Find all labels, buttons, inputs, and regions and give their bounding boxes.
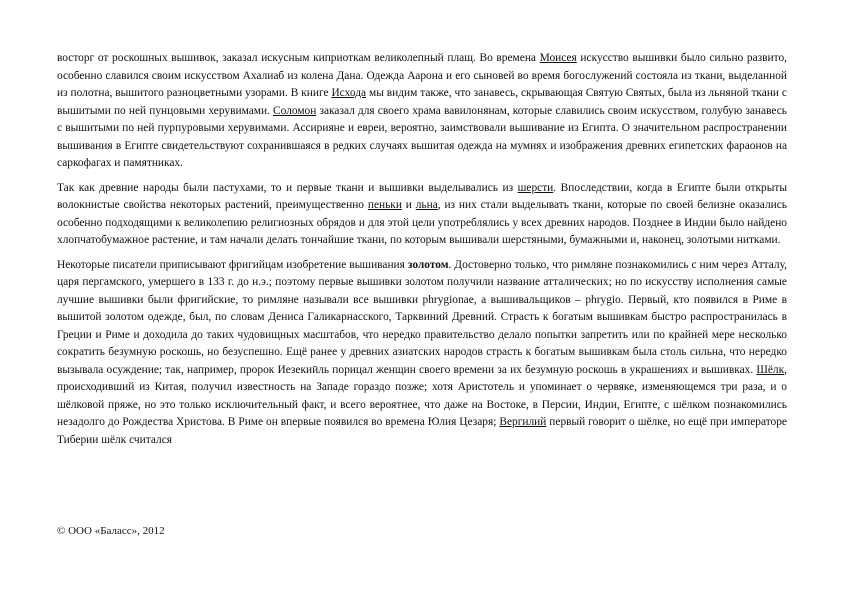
text-run: . Достоверно только, что римляне познакомились с ним через Атталу, царя пергамского, умершего в 133 г. до н.э.; поэтому первые вышивки золотом получили название атталических; но по искусству исполнения самые лучшие вышивки были фригийские, то римляне называли все вышивки phrygionae, а вышивальщиков – phrygio. Первый, кто появился в Риме в вышитой золотом одежде, был, по словам Дениса Галикарнасского, Тарквиний Древний. Страсть к богатым вышивкам быстро распространилась в Греции и Риме и доходила до таких чудовищных масштабов, что нередко правительство делало попытки запретить или по крайней мере несколько сократить безумную роскошь, но безуспешно. Ещё ранее у древних азиатских народов страсть к богатым вышивкам была столь сильна, что нередко вызывала осуждение; так, например, пророк Иезекиӣль порицал женщин своего времени за их безумную роскошь в украшениях и вышивках. [57, 258, 787, 376]
document-body [57, 50, 787, 449]
term-link[interactable]: льна [415, 199, 438, 211]
term-link[interactable]: шерсти [517, 181, 554, 194]
term-link[interactable]: Шёлк [756, 363, 785, 376]
term-link[interactable]: пеньки [367, 199, 402, 211]
term-link[interactable]: Соломон [273, 104, 317, 117]
paragraph-2 [57, 180, 787, 250]
text-run: первый говорит о шёлке, но ещё при императоре Тиберии шёлк считался [57, 416, 787, 446]
bold-term: золотом [407, 258, 449, 271]
text-run: Некоторые писатели приписывают фригийцам изобретение вышивания [57, 258, 408, 271]
text-run: , из них стали выделывать ткани, которые по своей белизне оказались особенно подходящими к великолепию религиозных обрядов и для этой цели употреблялись у всех древних народов. Позднее в Индии было найдено хлопчатобумажное растение, и там начали делать тончайшие ткани, по которым вышивали шерстяными, бумажными и, наконец, золотыми нитками. [57, 199, 787, 246]
text-run: , происходивший из Китая, получил известность на Западе гораздо позже; хотя Аристотель и упоминает о червяке, изменяющемся три раза, и о шёлковой пряже, но это только исключительный факт, и всего вероятнее, что даже на Востоке, в Персии, Индии, Египте, с шёлком познакомились незадолго до Рождества Христова. В Риме он впервые появился во времена Юлия Цезаря; [57, 363, 787, 428]
text-run: мы видим также, что занавесь, скрывающая Святую Святых, была из льняной ткани с вышитыми по ней пунцовыми херувимами. [57, 87, 787, 117]
text-run: искусство вышивки было сильно развито, особенно славился своим искусством Ахалиаб из колена Дана. Одежда Аарона и его сыновей во время богослужений состояла из ткани, выделанной из полотна, вышитого разноцветными узорами. В книге [57, 52, 787, 99]
paragraph-1 [57, 50, 787, 173]
text-run: Так как древние народы были пастухами, то и первые ткани и вышивки выделывались из [57, 181, 518, 194]
copyright-footer: © ООО «Баласс», 2012 [57, 525, 165, 537]
text-run: и [401, 199, 416, 211]
paragraph-3 [57, 257, 787, 450]
text-run: восторг от роскошных вышивок, заказал искусным киприоткам великолепный плащ. Во времена [57, 52, 540, 64]
text-run: . Впоследствии, когда в Египте были открыты волокнистые свойства некоторых растений, преимущественно [57, 181, 788, 211]
term-link[interactable]: Вергилий [499, 416, 547, 428]
term-link[interactable]: Исхода [331, 87, 367, 99]
term-link[interactable]: Моисея [539, 52, 577, 64]
text-run: заказал для своего храма вавилонянам, которые славились своим искусством, голубую занавесь с вышитыми по ней пурпуровыми херувимами. Ассирияне и евреи, вероятно, заимствовали вышивание из Египта. О значительном распространении вышивания в Египте свидетельствуют сохранившаяся в редких случаях вышитая одежда на мумиях и изображения древних египетских фараонов на саркофагах и памятниках. [57, 104, 787, 169]
